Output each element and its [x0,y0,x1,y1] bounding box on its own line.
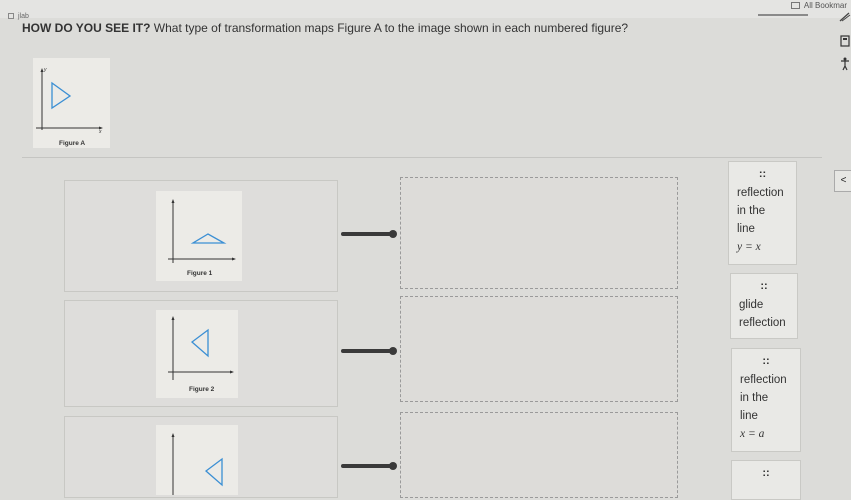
connector-3-end[interactable] [389,462,397,470]
browser-toolbar [0,0,851,18]
answer-line: reflection [739,317,786,329]
figure-2-graph [156,310,238,398]
answer-line: line [737,223,755,235]
answer-line: in the [740,392,769,404]
answer-line: in the [737,205,766,217]
drag-handle-icon[interactable]: :: [762,355,770,367]
connector-3 [341,464,395,468]
answer-line: reflection [737,187,784,199]
figure-a-card [33,58,110,148]
question-prompt [22,21,628,35]
answer-card-4[interactable] [731,460,801,500]
prompt-bold: HOW DO YOU SEE IT? [22,21,151,35]
folder-icon [791,2,800,9]
connector-2-end[interactable] [389,347,397,355]
answer-line: glide [739,299,764,311]
answer-math: x = a [740,428,765,440]
drag-handle-icon[interactable]: :: [760,280,768,292]
answer-line: line [740,410,758,422]
tab-favicon-icon [8,13,14,19]
bookmarks-label: All Bookmar [803,1,847,10]
figure-a-label: Figure A [59,140,86,147]
divider [22,157,822,158]
drag-handle-icon[interactable]: :: [758,168,767,180]
calculator-icon[interactable] [840,35,850,49]
figure-1-graph [156,191,242,281]
drag-handle-icon[interactable]: :: [762,467,770,479]
answer-card-reflection-x-equals-a[interactable] [731,348,801,452]
connector-2 [341,349,395,353]
accessibility-icon[interactable] [840,57,850,73]
drop-zone-1[interactable] [400,177,678,289]
pen-tool-icon[interactable] [839,12,851,24]
connector-1-end[interactable] [389,230,397,238]
answer-card-glide-reflection[interactable] [730,273,798,339]
figure-1-card [156,191,242,281]
answer-card-reflection-y-equals-x[interactable] [728,161,797,265]
figure-1-label: Figure 1 [187,270,213,277]
figure-2-label: Figure 2 [189,386,215,393]
connector-1 [341,232,395,236]
axis-y-label: y [44,67,47,73]
scroll-indicator [758,14,808,16]
tab-title[interactable]: jlab [18,13,29,20]
answer-math: y = x [737,241,761,253]
all-bookmarks-button[interactable] [787,0,851,11]
drop-zone-3[interactable] [400,412,678,498]
prompt-text: What type of transformation maps Figure A to the image shown in each numbered figure? [150,21,629,35]
answer-line: reflection [740,374,787,386]
figure-2-card [156,310,238,398]
figure-3-graph [156,425,238,495]
figure-3-card [156,425,238,495]
drop-zone-2[interactable] [400,296,678,402]
collapse-panel-button[interactable]: < [834,170,851,192]
axis-x-label: x [99,129,102,135]
